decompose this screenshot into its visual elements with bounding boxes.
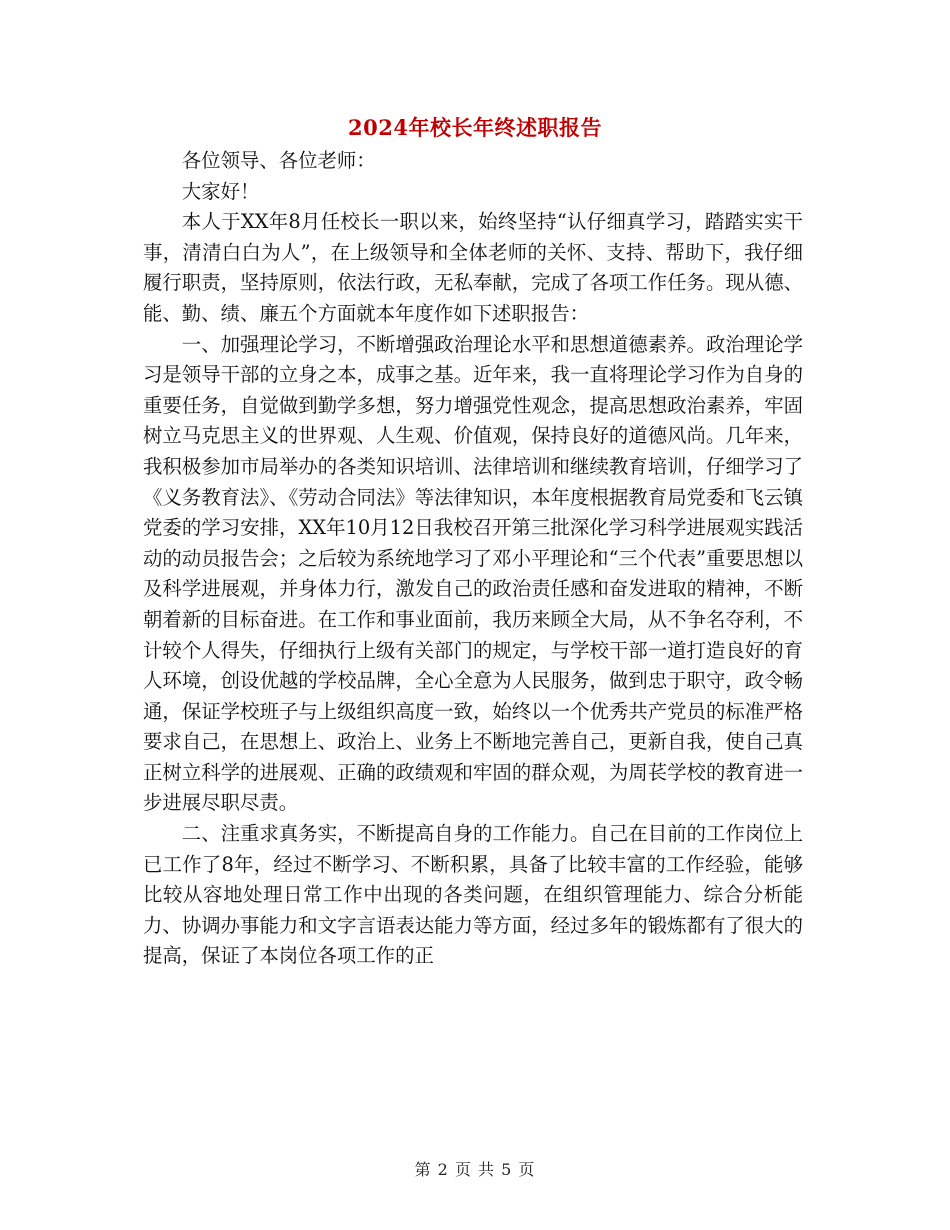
intro-paragraph: 本人于XX年8月任校长一职以来，始终坚持“认仔细真学习，踏踏实实干事，清清白白为人”，在上级领导和全体老师的关怀、支持、帮助下，我仔细履行职责，坚持原则，依法行政，无私奉献，完成了各项工作任务。现从德、能、勤、绩、廉五个方面就本年度作如下述职报告： — [143, 210, 803, 325]
section-two-paragraph: 二、注重求真务实，不断提高自身的工作能力。自己在目前的工作岗位上已工作了8年，经过不断学习、不断积累，具备了比较丰富的工作经验，能够比较从容地处理日常工作中出现的各类问题，在组织管理能力、综合分析能力、协调办事能力和文字言语表达能力等方面，经过多年的锻炼都有了很大的提高，保证了本岗位各项工作的正 — [143, 822, 803, 968]
section-one-paragraph: 一、加强理论学习，不断增强政治理论水平和思想道德素养。政治理论学习是领导干部的立身之本，成事之基。近年来，我一直将理论学习作为自身的重要任务，自觉做到勤学多想，努力增强党性观念，提高思想政治素养，牢固树立马克思主义的世界观、人生观、价值观，保持良好的道德风尚。几年来，我积极参加市局举办的各类知识培训、法律培训和继续教育培训，仔细学习了《义务教育法》、《劳动合同法》等法律知识，本年度根据教育局党委和飞云镇党委的学习安排，XX年10月12日我校召开第三批深化学习科学进展观实践活动的动员报告会；之后较为系统地学习了邓小平理论和“三个代表”重要思想以及科学进展观，并身体力行，激发自己的政治责任感和奋发进取的精神，不断朝着新的目标奋进。在工作和事业面前，我历来顾全大局，从不争名夺利，不计较个人得失，仔细执行上级有关部门的规定，与学校干部一道打造良好的育人环境，创设优越的学校品牌，全心全意为人民服务，做到忠于职守，政令畅通，保证学校班子与上级组织高度一致，始终以一个优秀共产党员的标准严格要求自己，在思想上、政治上、业务上不断地完善自己，更新自我，使自己真正树立科学的进展观、正确的政绩观和牢固的群众观，为周苌学校的教育进一步进展尽职尽责。 — [143, 332, 803, 815]
greeting-line: 各位领导、各位老师： — [181, 149, 376, 172]
page-number-footer: 第 2 页 共 5 页 — [414, 1160, 536, 1179]
document-title: 2024年校长年终述职报告 — [348, 115, 602, 140]
document-body — [143, 146, 803, 972]
salutation-line: 大家好！ — [181, 179, 260, 203]
